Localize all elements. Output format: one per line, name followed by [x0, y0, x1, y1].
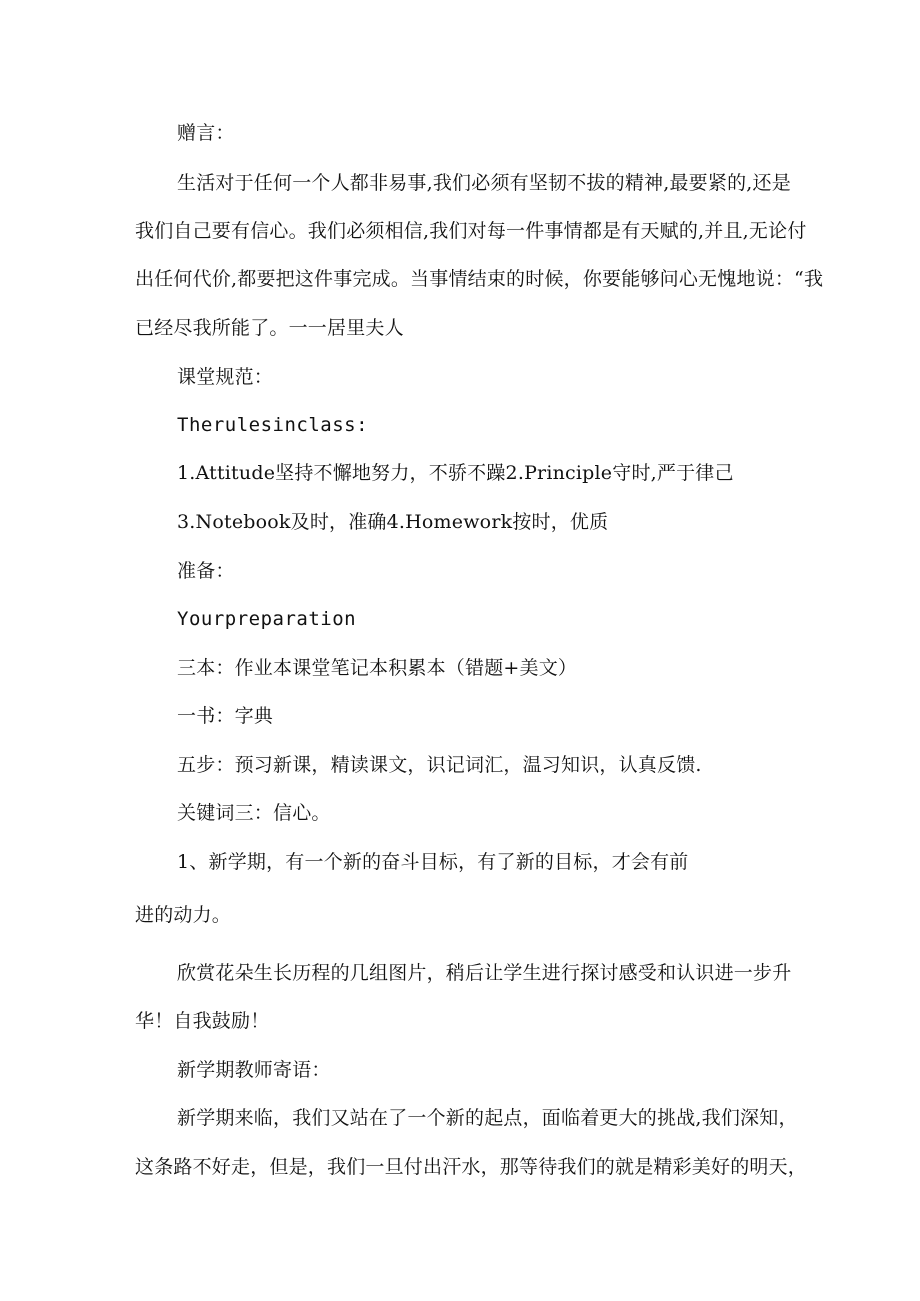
gift-heading: 赠言：: [177, 122, 235, 144]
quote-line-3: 出任何代价,都要把这件事完成。当事情结束的时候，你要能够问心无愧地说：“我: [135, 268, 824, 290]
teacher-message-heading: 新学期教师寄语：: [177, 1059, 331, 1081]
flowers-line-1: 欣赏花朵生长历程的几组图片，稍后让学生进行探讨感受和认识进一步升: [177, 962, 792, 984]
quote-line-1: 生活对于任何一个人都非易事,我们必须有坚韧不拔的精神,最要紧的,还是: [177, 172, 791, 194]
rule-3-4: 3.Notebook及时，准确4.Homework按时，优质: [177, 511, 609, 533]
prep-english: Yourpreparation: [177, 608, 357, 630]
quote-line-2: 我们自己要有信心。我们必须相信,我们对每一件事情都是有天赋的,并且,无论付: [135, 220, 807, 242]
new-term-line-1: 1、新学期，有一个新的奋斗目标，有了新的目标，才会有前: [177, 851, 689, 873]
three-books: 三本：作业本课堂笔记本积累本（错题+美文）: [177, 657, 578, 679]
new-term-line-2: 进的动力。: [135, 904, 232, 926]
rule-1-2: 1.Attitude坚持不懈地努力，不骄不躁2.Principle守时,严于律己: [177, 462, 734, 484]
five-steps: 五步：预习新课，精读课文，识记词汇，温习知识，认真反馈.: [177, 754, 702, 776]
prep-heading: 准备：: [177, 560, 235, 582]
keyword-three: 关键词三：信心。: [177, 802, 331, 824]
teacher-message-line-2: 这条路不好走，但是，我们一旦付出汗水，那等待我们的就是精彩美好的明天，: [135, 1156, 808, 1178]
quote-line-4: 已经尽我所能了。一一居里夫人: [135, 317, 404, 339]
one-book: 一书：字典: [177, 705, 274, 727]
class-rules-english: Therulesinclass:: [177, 414, 369, 436]
flowers-line-2: 华！自我鼓励！: [135, 1010, 270, 1032]
class-rules-heading: 课堂规范：: [177, 366, 274, 388]
teacher-message-line-1: 新学期来临，我们又站在了一个新的起点，面临着更大的挑战,我们深知，: [177, 1107, 798, 1129]
